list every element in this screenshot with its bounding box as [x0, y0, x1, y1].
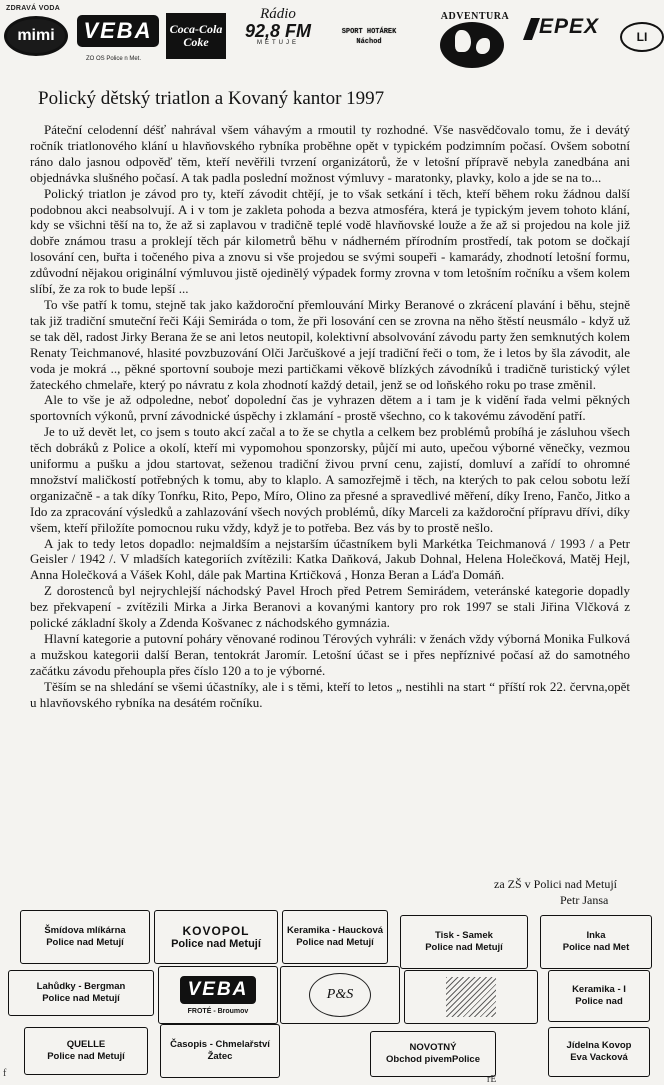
sponsor-name: Jídelna Kovop	[566, 1040, 632, 1051]
sponsor-stamp	[404, 970, 538, 1024]
sponsor-place: Žatec	[207, 1051, 233, 1062]
globe-icon	[440, 22, 504, 68]
sponsor-name: QUELLE	[66, 1039, 106, 1050]
sponsor-ps	[280, 966, 400, 1024]
sport-line1: SPORT HOTÁREK	[341, 28, 397, 36]
sponsor-name: Keramika - I	[572, 984, 626, 995]
paragraph: A jak to tedy letos dopadlo: nejmaldším a nejstarším účastníkem byli Markétka Teichmanová / 1993 / a Petr Geisler / 1942 /. V mladších kategoriích zvítězili: Katka Daňková, Jakub Dohnal, Helena Holečková, Matěj Hejl, Anna Holečková a Vášek Kohl, dále pak Martina Krtičková , Honza Beran a Láďa Domáň.	[30, 535, 630, 583]
veba-logo: VEBA	[180, 976, 256, 1004]
sport-line2: Náchod	[356, 38, 382, 46]
sponsor-samek	[400, 915, 528, 969]
stamp-icon	[446, 977, 496, 1017]
sponsor-smidova	[20, 910, 150, 964]
coke-line2: Coke	[183, 35, 209, 49]
sponsor-name: NOVOTNÝ	[409, 1042, 457, 1053]
sponsor-name: Šmídova mlíkárna	[44, 925, 126, 936]
sponsor-novotny	[370, 1031, 496, 1077]
paragraph: Z dorostenců byl nejrychlejší náchodský Pavel Hroch před Petrem Semirádem, veteránské kategorie dopadly bez překvapení - zvítězili Mirka a Jirka Beranovi a kovanými kantory pro rok 1997 se stali Jiřina Vlčková z polické základní školy a Zdenda Košvanec z náchodského gymnázia.	[30, 583, 630, 631]
radio-logo	[240, 6, 316, 46]
sponsor-name: KOVOPOL	[182, 924, 250, 938]
paragraph: Hlavní kategorie a putovní poháry věnované rodinou Térových vyhráli: v ženách vždy výborná Monika Fulková a mužskou kategorii další Beran, tentokrát Jaromír. Letošní účast se i přes nepříznivé počasí až do samotného začátku závodu přehoupla přes číslo 120 a to je výborné.	[30, 631, 630, 678]
paragraph: Ale to vše je až odpoledne, neboť dopolední čas je vyhrazen dětem a i tam je k vidění řada velmi pěkných sportovních výkonů, první závodnické úspěchy i zklamání - prostě všechno, co k takovému závodění patří.	[30, 392, 630, 424]
sponsor-jidelna	[548, 1027, 650, 1077]
paragraph: Těším se na shledání se všemi účastníky, ale i s těmi, kteří to letos „ nestihli na start “ příští rok 22. června,opět u hlavňovského rybníka na desátém ročníku.	[30, 678, 630, 710]
sponsor-place: Police nad Metují	[171, 938, 261, 950]
sponsor-hauckova	[282, 910, 388, 964]
sponsor-name: Keramika - Haucková	[286, 925, 384, 936]
article-body	[30, 122, 630, 711]
epex-text: EPEX	[539, 15, 600, 38]
signature-author: Petr Jansa	[560, 893, 609, 907]
paragraph: Je to už devět let, co jsem s touto akcí začal a to že se chytla a celkem bez problémů probíhá je zásluhou všech těch dobráků z Police a okolí, kteří mi vypomohou sponzorsky, půjčí mi auto, upečou výborné věnečky, vezmou uniformu a pušku a jdou startovat, seženou tradiční živou první cenu, zajistí, domluví a zařídí to ohromné množství maličkostí potřebných k tomu, aby to klaplo. A samozřejmě i těch, na kterých to pak celou sobotu leží organizačně - a tak díky Tonŕku, Rito, Pepo, Míro, Olino za přesné a spravedlivé měření, díky Ireno, Fančo, Jitko a Ido za zpracování výsledků a zahlazování všech nových problémů, díky Marceli za každoroční přípravu dřívi, díky všem, kteří přiložíte pomocnou ruku vždy, když je to potřeba. Bez vás by to prostě nešlo.	[30, 424, 630, 535]
paragraph: Páteční celodenní déšť nahrával všem váhavým a rmoutil ty rozhodné. Vše nasvědčovalo tomu, že i devátý ročník triatlonového klání u hlavňovského rybníka proběhne opět v typickém podzimním počasí. Ovšem sobotní ráno dalo jasnou odpověď těm, kteří nevěřili tvrzení organizátorů, že v letošní přípravě nebyla zanedbána ani objednávka slušného počasí. A tak padla poslední možnost výmluvy - maratonky, plavky, kolo a jde se na to...	[30, 122, 630, 185]
sponsor-place: Eva Vacková	[570, 1052, 628, 1063]
signature-organization: za ZŠ v Polici nad Metují	[494, 877, 617, 891]
sponsor-kovopol	[154, 910, 278, 964]
margin-mark-left: f	[3, 1068, 7, 1079]
adventura-title: ADVENTURA	[440, 11, 510, 22]
sponsor-name: Lahůdky - Bergman	[36, 981, 126, 992]
sponsor-place: Police nad Metují	[46, 937, 124, 948]
sponsor-veba	[158, 966, 278, 1024]
sponsor-casopis	[160, 1024, 280, 1078]
sponsor-name: Tisk - Samek	[435, 930, 493, 941]
sponsor-place: Police nad Metují	[425, 942, 503, 953]
margin-mark-bottom: rE	[487, 1074, 497, 1085]
mimi-logo: mimi	[4, 16, 68, 56]
sponsor-name: Inka	[586, 930, 606, 941]
sponsor-quelle	[24, 1027, 148, 1075]
radio-line1: Rádio	[260, 6, 296, 22]
radio-line3: METUJE	[257, 40, 299, 46]
paragraph: Polický triatlon je závod pro ty, kteří závodit chtějí, je to však setkání i těch, kteří během roku žádnou další podobnou akci neabsolvují. A i v tom je zakleta pohoda a bezva atmosféra, která je typickým jevem tohoto klání, kdy se všichni těší na to, že až si zaplavou v tradičně teplé vodě hlavňovské louže a že až si projedou na kole již dobře známou trasu a proklejí těch pár kilometrů běhu v nádherném přírodním prostředí, tak potom se dočkají losování cen, buřta i točeného piva a znovu si vše projedou se svými soupeři - kamarády, zhodnotí letošní formu, zdůvodní nějakou originální výmluvou jistě ojedinělý výpadek formy zrovna v tom letošním ročníku a všem kolem slíbí, že za rok to bude lepší ...	[30, 185, 630, 297]
sponsor-bergman	[8, 970, 154, 1016]
mimi-arc-text: ZDRAVÁ VODA	[6, 5, 61, 12]
sponsor-keramika2	[548, 970, 650, 1022]
veba-logo: VEBA	[77, 15, 159, 47]
sponsor-place: Police nad Metují	[296, 937, 374, 948]
partial-logo: LI	[620, 22, 664, 52]
coca-cola-logo	[166, 13, 226, 59]
ps-monogram: P&S	[309, 973, 371, 1017]
radio-line2: 92,8 FM	[244, 21, 312, 41]
coke-line1: Coca-Cola	[169, 22, 223, 36]
sponsor-place: Police nad Metují	[47, 1051, 125, 1062]
sponsor-place: Police nad	[575, 996, 623, 1007]
veba-subtitle: ZO OS Police n Met.	[86, 56, 142, 62]
sponsor-place: FROTÉ - Broumov	[187, 1007, 249, 1015]
sponsor-place: Police nad Metují	[42, 993, 120, 1004]
article-title: Polický dětský triatlon a Kovaný kantor 1997	[38, 88, 385, 109]
paragraph: To vše patří k tomu, stejně tak jako každoroční přemlouvání Mirky Beranové o zkrácení plavání i běhu, stejně tak již tradiční smuteční řeči Káji Semiráda o tom, že při losování cen se zrovna na něho štěstí neusmálo - když už se tak děl, radost Jirky Berana že se ani letos neutopil, kolektivní absolvování závodu party žen semknutých kolem Renaty Teichmanové, hlasité povzbuzování Olči Jarčuškové a její tradiční řeči o tom, že i letos by šla závodit, ale voda je mokrá .., pěkné sportovní souboje mezi partičkami věkově blízkých závodníků i tradičně turistický výlet žateckého chmelaře, který po návratu z kola zhodnotí každý detail, jenž se od loňského roku po trase změnil.	[30, 296, 630, 392]
sponsor-name: Časopis - Chmelařství	[170, 1039, 270, 1050]
sponsor-place: Obchod pivemPolice	[386, 1054, 480, 1065]
sponsor-place: Police nad Met	[562, 942, 630, 953]
sport-hotarek-logo	[330, 27, 408, 47]
sponsor-inka	[540, 915, 652, 969]
